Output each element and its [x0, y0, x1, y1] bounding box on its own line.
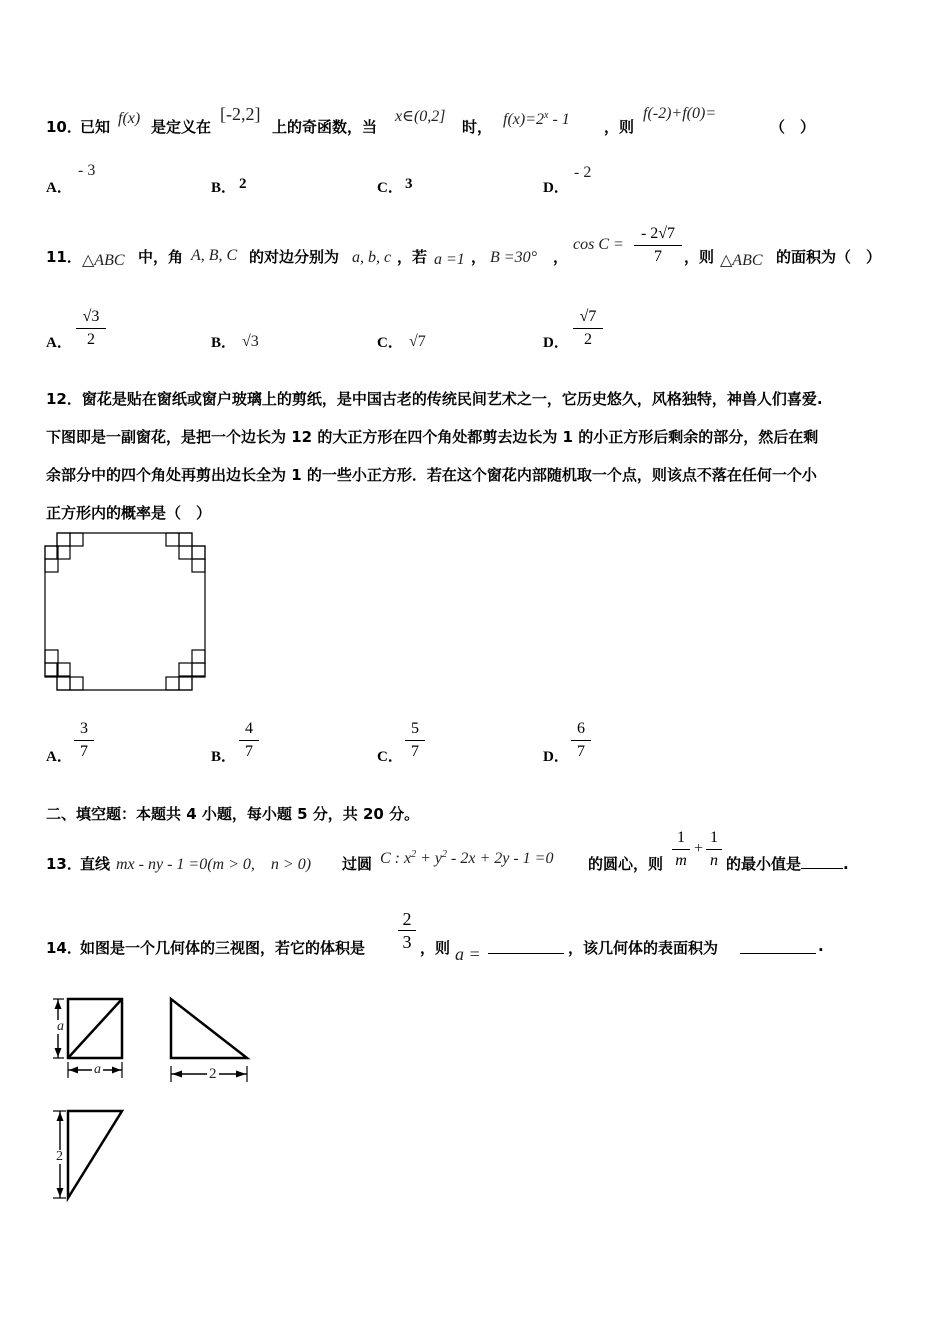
q10-condition: x∈(0,2] [395, 108, 446, 125]
q11-a-equals: a =1 [434, 251, 465, 268]
front-view-label-a-height: a [57, 1019, 64, 1034]
q11-text-1: 中，角 [138, 248, 184, 266]
q11-cos-lhs: cos C = [573, 236, 624, 253]
q13-circle-y-square: 2 [442, 849, 448, 860]
q11-option-a-fraction [76, 307, 106, 350]
q12-option-c-denominator: 7 [411, 743, 419, 760]
q10-option-c-label[interactable]: C． [377, 180, 403, 196]
q13-text-3: 的圆心，则 [588, 855, 664, 873]
q12-option-a-denominator: 7 [80, 743, 88, 760]
q14-text-3: ，该几何体的表面积为 [568, 939, 719, 957]
q11-text-4: ， [471, 248, 487, 266]
side-view-label-2: 2 [209, 1066, 217, 1082]
q10-option-c-value: 3 [405, 176, 413, 192]
three-view-front [50, 996, 130, 1086]
q11-cos-denominator: 7 [654, 248, 662, 265]
q12-option-c-bar [405, 740, 425, 741]
q10-answer-paren: （ ） [770, 118, 816, 136]
q11-option-b-label[interactable]: B． [211, 335, 237, 351]
q12-line-4: 正方形内的概率是（ ） [46, 504, 212, 522]
q12-option-c-numerator: 5 [411, 720, 419, 737]
q10-option-b-value: 2 [239, 176, 247, 192]
q11-cos-numerator: - 2√7 [640, 225, 676, 242]
q13-fraction-2-numerator: 1 [710, 829, 718, 846]
q13-number: 13． [46, 855, 82, 873]
q12-option-b-numerator: 4 [245, 720, 253, 737]
q10-fx: f(x) [118, 110, 141, 127]
q10-number: 10． [46, 118, 82, 136]
q12-option-c-label[interactable]: C． [377, 749, 403, 765]
q10-formula-tail: - 1 [548, 111, 570, 128]
q13-fraction-1 [672, 828, 690, 871]
q10-option-d-value: - 2 [574, 164, 592, 181]
q10-option-a-value: - 3 [78, 162, 96, 179]
q11-cos-fraction-bar [634, 245, 682, 246]
top-view-triangle [68, 1111, 122, 1198]
q11-text-5: ， [553, 248, 569, 266]
q12-option-a-label[interactable]: A． [46, 749, 72, 765]
q13-fraction-1-numerator: 1 [677, 829, 685, 846]
top-view-label-2: 2 [56, 1149, 63, 1164]
q10-text-5: ，则 [604, 118, 635, 136]
q13-circle-equation [380, 849, 553, 868]
q11-option-d-numerator: √7 [579, 308, 597, 325]
q10-expression: f(-2)+f(0)= [643, 105, 717, 122]
q11-option-c-label[interactable]: C． [377, 335, 403, 351]
q12-option-d-label[interactable]: D． [543, 749, 569, 765]
q12-option-d-fraction [571, 719, 591, 762]
q11-text-3: ，若 [397, 248, 428, 266]
q10-formula-base: f(x)=2 [503, 111, 544, 128]
q12-line-1: 12．窗花是贴在窗纸或窗户玻璃上的剪纸，是中国古老的传统民间艺术之一，它历史悠久，风格独特，神兽人们喜爱. [46, 390, 823, 408]
q13-circle-x-square: 2 [411, 849, 417, 860]
q12-option-b-denominator: 7 [245, 743, 253, 760]
q11-b-equals: B =30° [490, 249, 537, 266]
q12-paragraph [46, 380, 906, 532]
q12-option-d-bar [571, 740, 591, 741]
q11-text-7: 的面积为（ ） [776, 248, 882, 266]
q11-option-a-denominator: 2 [87, 331, 95, 348]
q10-option-d-label[interactable]: D． [543, 180, 569, 196]
q13-fraction-2 [706, 828, 722, 871]
q12-option-c-fraction [405, 719, 425, 762]
q11-option-b-value: √3 [242, 333, 259, 350]
q11-triangle-2: △ABC [720, 252, 763, 269]
q10-interval: [-2,2] [220, 104, 261, 124]
q12-option-b-label[interactable]: B． [211, 749, 237, 765]
q12-option-a-fraction [74, 719, 94, 762]
q10-text-2: 是定义在 [151, 118, 212, 136]
window-flower-outline [45, 533, 205, 690]
q10-option-a-label[interactable]: A． [46, 180, 72, 196]
section-2-heading: 二、填空题：本题共 4 小题，每小题 5 分，共 20 分。 [46, 805, 420, 823]
q11-text-6: ，则 [684, 248, 715, 266]
q13-text-4 [726, 853, 849, 874]
q11-option-a-bar [76, 328, 106, 329]
q13-circle-part-1: C : x [380, 850, 412, 867]
q10-formula [503, 110, 570, 129]
q13-end: . [843, 855, 849, 873]
q12-line-2: 下图即是一副窗花，是把一个边长为 12 的大正方形在四个角处都剪去边长为 1 的小正方形后剩余的部分，然后在剩 [46, 428, 819, 446]
q11-option-a-label[interactable]: A． [46, 335, 72, 351]
q11-option-d-denominator: 2 [584, 331, 592, 348]
q11-text-2: 的对边分别为 [249, 248, 340, 266]
q12-option-b-fraction [239, 719, 259, 762]
q10-text-3: 上的奇函数，当 [272, 118, 378, 136]
q13-circle-part-3: - 2x + 2y - 1 =0 [447, 850, 554, 867]
q14-answer-blank-2[interactable] [740, 953, 816, 954]
q11-option-d-bar [573, 328, 603, 329]
q13-fraction-2-bar [706, 849, 722, 850]
q11-angles: A, B, C [191, 247, 238, 264]
q11-cos-fraction [634, 224, 682, 267]
q12-option-a-bar [74, 740, 94, 741]
q14-number: 14． [46, 939, 82, 957]
q13-circle-part-2: + y [416, 850, 443, 867]
q14-volume-bar [398, 930, 416, 931]
q10-formula-exponent: x [544, 110, 549, 121]
q14-text-2: ，则 [420, 939, 451, 957]
q13-line-equation: mx - ny - 1 =0(m > 0, n > 0) [116, 856, 312, 873]
q13-fraction-1-denominator: m [675, 852, 687, 869]
q13-text-1: 直线 [80, 855, 111, 873]
window-flower-figure [44, 532, 208, 692]
q13-fraction-2-denominator: n [710, 852, 718, 869]
q11-option-c-value: √7 [409, 333, 426, 350]
q14-volume-numerator: 2 [402, 909, 412, 929]
q10-option-b-label[interactable]: B． [211, 180, 237, 196]
q14-volume-denominator: 3 [402, 932, 412, 952]
q10-text-1: 已知 [80, 118, 111, 136]
front-view-label-a-width: a [94, 1062, 101, 1077]
q14-text-1: 如图是一个几何体的三视图，若它的体积是 [80, 939, 366, 957]
q12-option-a-numerator: 3 [80, 720, 88, 737]
q11-option-d-label[interactable]: D． [543, 335, 569, 351]
q14-end: . [818, 937, 824, 955]
q11-option-d-fraction [573, 307, 603, 350]
q13-fraction-1-bar [672, 849, 690, 850]
q14-volume-fraction [398, 909, 416, 952]
q12-option-d-denominator: 7 [577, 743, 585, 760]
q14-a-equals: a = [455, 944, 481, 964]
side-view-triangle [171, 999, 247, 1058]
q11-triangle: △ABC [82, 252, 125, 269]
q11-number: 11． [46, 248, 82, 266]
q11-sides: a, b, c [352, 249, 392, 266]
q13-text-2: 过圆 [342, 855, 373, 873]
q12-option-d-numerator: 6 [577, 720, 585, 737]
q13-answer-blank[interactable] [801, 868, 843, 869]
q12-line-3: 余部分中的四个角处再剪出边长全为 1 的一些小正方形．若在这个窗花内部随机取一个点，则该点不落在任何一个小 [46, 466, 817, 484]
q13-text-4-label: 的最小值是 [726, 855, 802, 873]
q10-text-4: 时， [462, 118, 493, 136]
q13-plus: + [694, 840, 704, 857]
front-view-diagonal [68, 999, 122, 1058]
q12-option-b-bar [239, 740, 259, 741]
q14-answer-blank-1[interactable] [488, 953, 564, 954]
q11-option-a-numerator: √3 [82, 308, 100, 325]
